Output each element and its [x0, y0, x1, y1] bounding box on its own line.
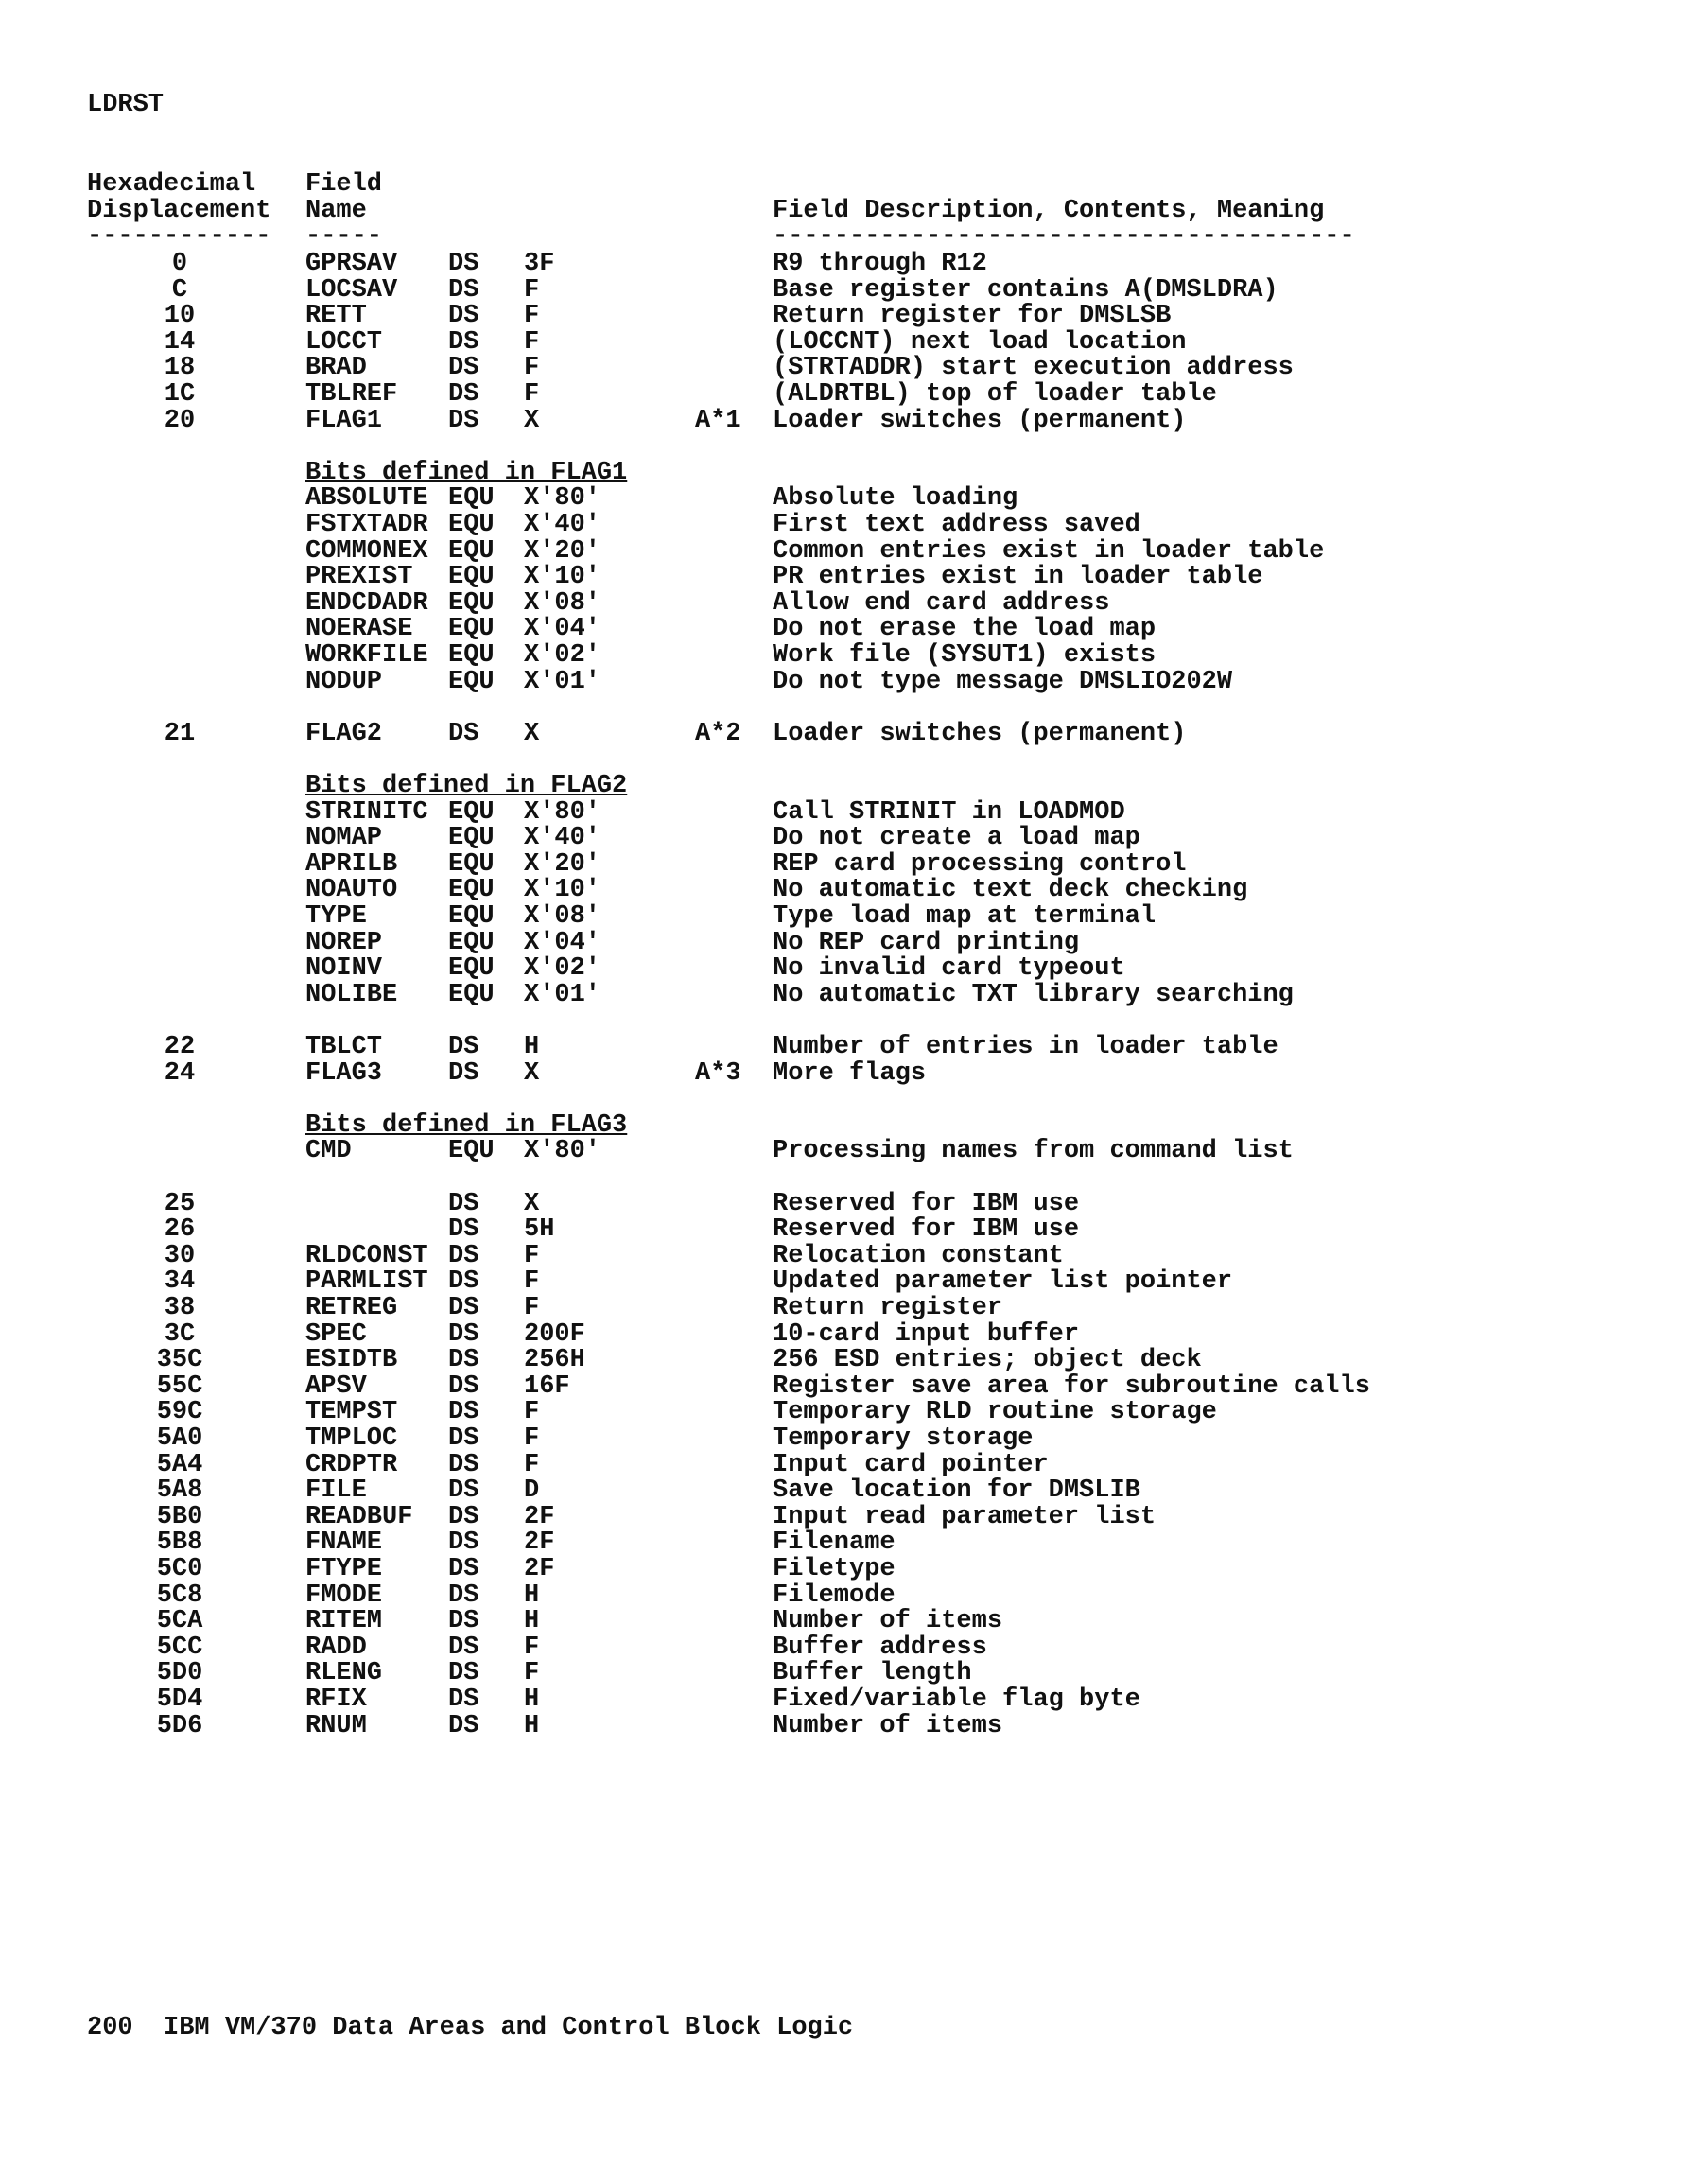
row-displacement: 1C: [164, 380, 196, 409]
row-directive: DS: [448, 1398, 479, 1427]
row-description: Temporary RLD routine storage: [773, 1398, 1217, 1427]
row-description: Reserved for IBM use: [773, 1189, 1080, 1218]
row-field-name: ABSOLUTE: [305, 484, 428, 514]
row-description: Return register: [773, 1294, 1003, 1322]
row-field-name: PREXIST: [305, 563, 413, 592]
row-description: REP card processing control: [773, 849, 1187, 879]
row-displacement: 5CC: [156, 1633, 203, 1662]
row-displacement: 25: [164, 1189, 196, 1218]
row-field-name: NOERASE: [305, 615, 413, 644]
header-displacement-line1: Hexadecimal: [87, 170, 256, 199]
row-directive: DS: [448, 1502, 479, 1531]
row-operand: X'80': [524, 484, 601, 514]
row-description: (LOCCNT) next load location: [773, 327, 1187, 357]
row-displacement: 5B0: [156, 1502, 203, 1531]
row-displacement: 59C: [156, 1398, 203, 1427]
row-displacement: 21: [164, 719, 196, 748]
row-description: Work file (SYSUT1) exists: [773, 641, 1157, 670]
row-description: Number of items: [773, 1607, 1003, 1636]
row-operand: 2F: [524, 1502, 555, 1531]
row-operand: F: [524, 354, 540, 383]
row-description: R9 through R12: [773, 250, 987, 278]
row-field-name: FLAG1: [305, 406, 383, 435]
row-displacement: 55C: [156, 1372, 203, 1401]
row-directive: EQU: [448, 980, 495, 1009]
row-description: Processing names from command list: [773, 1137, 1294, 1166]
row-directive: DS: [448, 406, 479, 435]
row-field-name: SPEC: [305, 1319, 367, 1349]
row-description: More flags: [773, 1058, 927, 1088]
row-displacement: 5CA: [156, 1607, 203, 1636]
running-head: LDRST: [87, 91, 165, 119]
row-description: Filetype: [773, 1555, 896, 1583]
row-field-name: FNAME: [305, 1529, 383, 1558]
row-description: Reserved for IBM use: [773, 1215, 1080, 1245]
row-description: Save location for DMSLIB: [773, 1476, 1140, 1506]
row-operand: 200F: [524, 1319, 585, 1349]
row-directive: DS: [448, 1711, 479, 1740]
row-operand: F: [524, 1659, 540, 1688]
row-directive: EQU: [448, 588, 495, 618]
row-directive: DS: [448, 1686, 479, 1714]
row-operand: X'08': [524, 588, 601, 618]
row-field-name: TBLREF: [305, 380, 398, 409]
row-field-name: CMD: [305, 1137, 352, 1166]
row-field-name: TBLCT: [305, 1033, 383, 1061]
row-displacement: 22: [164, 1033, 196, 1061]
row-directive: DS: [448, 1659, 479, 1688]
row-displacement: 10: [164, 302, 196, 331]
row-directive: DS: [448, 1555, 479, 1583]
row-displacement: 5A0: [156, 1424, 203, 1453]
row-directive: DS: [448, 275, 479, 305]
row-field-name: APRILB: [305, 849, 398, 879]
header-description: Field Description, Contents, Meaning: [773, 197, 1325, 225]
bit-definition-title: Bits defined in FLAG1: [305, 458, 628, 487]
row-field-name: APSV: [305, 1372, 367, 1401]
header-displacement-line2: Displacement: [87, 197, 271, 225]
row-directive: DS: [448, 1581, 479, 1610]
row-operand: D: [524, 1476, 540, 1506]
row-description: Call STRINIT in LOADMOD: [773, 797, 1125, 827]
row-description: First text address saved: [773, 511, 1140, 539]
row-displacement: 30: [164, 1241, 196, 1270]
row-operand: H: [524, 1581, 540, 1610]
row-displacement: 0: [171, 250, 188, 278]
row-field-name: TYPE: [305, 902, 367, 931]
row-field-name: RETREG: [305, 1294, 398, 1322]
row-description: PR entries exist in loader table: [773, 563, 1263, 592]
row-directive: DS: [448, 1450, 479, 1479]
row-description: Do not create a load map: [773, 824, 1140, 853]
row-description: Fixed/variable flag byte: [773, 1686, 1140, 1714]
row-directive: DS: [448, 1241, 479, 1270]
row-directive: EQU: [448, 954, 495, 984]
row-description: (STRTADDR) start execution address: [773, 354, 1294, 383]
row-directive: DS: [448, 719, 479, 748]
row-field-name: NOLIBE: [305, 980, 398, 1009]
row-directive: DS: [448, 1294, 479, 1322]
row-field-name: RADD: [305, 1633, 367, 1662]
row-field-name: ESIDTB: [305, 1346, 398, 1375]
row-description: Do not erase the load map: [773, 615, 1157, 644]
row-directive: EQU: [448, 641, 495, 670]
row-displacement: 5A4: [156, 1450, 203, 1479]
row-operand: X'40': [524, 824, 601, 853]
row-field-name: FLAG3: [305, 1058, 383, 1088]
row-displacement: 35C: [156, 1346, 203, 1375]
row-field-name: BRAD: [305, 354, 367, 383]
bit-definition-title: Bits defined in FLAG3: [305, 1110, 628, 1140]
row-operand: F: [524, 1398, 540, 1427]
row-directive: DS: [448, 1033, 479, 1061]
row-description: Common entries exist in loader table: [773, 536, 1325, 566]
row-description: Base register contains A(DMSLDRA): [773, 275, 1278, 305]
row-field-name: RFIX: [305, 1686, 367, 1714]
row-displacement: 5B8: [156, 1529, 203, 1558]
row-displacement: 5D4: [156, 1686, 203, 1714]
row-note: A*2: [695, 719, 741, 748]
row-field-name: TMPLOC: [305, 1424, 398, 1453]
row-directive: DS: [448, 1424, 479, 1453]
row-field-name: RLDCONST: [305, 1241, 428, 1270]
row-operand: F: [524, 1450, 540, 1479]
row-displacement: 38: [164, 1294, 196, 1322]
row-directive: DS: [448, 1346, 479, 1375]
row-description: 256 ESD entries; object deck: [773, 1346, 1202, 1375]
row-operand: 5H: [524, 1215, 555, 1245]
row-operand: F: [524, 1633, 540, 1662]
row-description: Do not type message DMSLIO202W: [773, 667, 1233, 696]
row-description: Input read parameter list: [773, 1502, 1157, 1531]
row-directive: DS: [448, 1529, 479, 1558]
row-field-name: LOCCT: [305, 327, 383, 357]
row-description: Register save area for subroutine calls: [773, 1372, 1370, 1401]
row-operand: F: [524, 302, 540, 331]
row-operand: F: [524, 380, 540, 409]
row-description: Absolute loading: [773, 484, 1018, 514]
row-directive: EQU: [448, 615, 495, 644]
row-directive: DS: [448, 1058, 479, 1088]
row-operand: X'10': [524, 876, 601, 905]
row-note: A*1: [695, 406, 741, 435]
row-directive: EQU: [448, 536, 495, 566]
row-field-name: NOREP: [305, 928, 383, 957]
row-operand: 16F: [524, 1372, 570, 1401]
row-description: Input card pointer: [773, 1450, 1049, 1479]
row-displacement: 20: [164, 406, 196, 435]
row-operand: F: [524, 327, 540, 357]
row-operand: 2F: [524, 1555, 555, 1583]
row-field-name: READBUF: [305, 1502, 413, 1531]
row-operand: X'10': [524, 563, 601, 592]
row-field-name: RETT: [305, 302, 367, 331]
row-operand: 2F: [524, 1529, 555, 1558]
row-operand: X: [524, 719, 540, 748]
row-field-name: RNUM: [305, 1711, 367, 1740]
bit-definition-title: Bits defined in FLAG2: [305, 772, 628, 800]
row-description: Loader switches (permanent): [773, 406, 1187, 435]
row-field-name: FTYPE: [305, 1555, 383, 1583]
row-field-name: NOAUTO: [305, 876, 398, 905]
row-description: Buffer length: [773, 1659, 972, 1688]
row-directive: EQU: [448, 849, 495, 879]
row-description: No automatic text deck checking: [773, 876, 1248, 905]
row-directive: DS: [448, 1215, 479, 1245]
row-description: Updated parameter list pointer: [773, 1267, 1233, 1297]
row-description: Temporary storage: [773, 1424, 1034, 1453]
row-field-name: WORKFILE: [305, 641, 428, 670]
row-description: Filename: [773, 1529, 896, 1558]
row-operand: H: [524, 1607, 540, 1636]
row-field-name: TEMPST: [305, 1398, 398, 1427]
row-operand: X: [524, 1189, 540, 1218]
row-operand: X: [524, 1058, 540, 1088]
row-directive: DS: [448, 1267, 479, 1297]
row-operand: X'02': [524, 954, 601, 984]
row-description: No invalid card typeout: [773, 954, 1125, 984]
row-displacement: 5C0: [156, 1555, 203, 1583]
row-directive: EQU: [448, 667, 495, 696]
row-field-name: FSTXTADR: [305, 511, 428, 539]
row-field-name: RITEM: [305, 1607, 383, 1636]
header-fieldname-line1: Field: [305, 170, 383, 199]
row-field-name: FMODE: [305, 1581, 383, 1610]
row-operand: X'02': [524, 641, 601, 670]
row-description: 10-card input buffer: [773, 1319, 1080, 1349]
row-displacement: 5C8: [156, 1581, 203, 1610]
row-operand: F: [524, 1241, 540, 1270]
row-field-name: NOMAP: [305, 824, 383, 853]
row-displacement: 3C: [164, 1319, 196, 1349]
row-operand: 3F: [524, 250, 555, 278]
row-field-name: RLENG: [305, 1659, 383, 1688]
row-directive: EQU: [448, 876, 495, 905]
row-operand: X'20': [524, 849, 601, 879]
row-operand: H: [524, 1686, 540, 1714]
row-displacement: 24: [164, 1058, 196, 1088]
row-description: (ALDRTBL) top of loader table: [773, 380, 1217, 409]
row-description: Allow end card address: [773, 588, 1110, 618]
row-description: Loader switches (permanent): [773, 719, 1187, 748]
row-operand: X'20': [524, 536, 601, 566]
row-field-name: FILE: [305, 1476, 367, 1506]
row-operand: 256H: [524, 1346, 585, 1375]
row-field-name: NOINV: [305, 954, 383, 984]
row-operand: X'80': [524, 1137, 601, 1166]
row-operand: X'08': [524, 902, 601, 931]
row-directive: DS: [448, 250, 479, 278]
row-displacement: 5D6: [156, 1711, 203, 1740]
row-field-name: ENDCDADR: [305, 588, 428, 618]
row-field-name: GPRSAV: [305, 250, 398, 278]
row-operand: H: [524, 1033, 540, 1061]
row-displacement: 18: [164, 354, 196, 383]
row-operand: H: [524, 1711, 540, 1740]
header-fieldname-line2: Name: [305, 197, 367, 225]
row-operand: X'01': [524, 980, 601, 1009]
row-description: Filemode: [773, 1581, 896, 1610]
row-note: A*3: [695, 1058, 741, 1088]
row-directive: DS: [448, 1633, 479, 1662]
row-directive: DS: [448, 1372, 479, 1401]
row-directive: EQU: [448, 511, 495, 539]
row-field-name: NODUP: [305, 667, 383, 696]
row-directive: DS: [448, 354, 479, 383]
row-directive: EQU: [448, 824, 495, 853]
row-operand: X'01': [524, 667, 601, 696]
page-footer: 200 IBM VM/370 Data Areas and Control Block Logic: [87, 2014, 854, 2042]
header-rule-name: -----: [305, 222, 383, 251]
row-operand: X'80': [524, 797, 601, 827]
row-operand: F: [524, 1267, 540, 1297]
row-field-name: COMMONEX: [305, 536, 428, 566]
row-operand: X: [524, 406, 540, 435]
row-field-name: PARMLIST: [305, 1267, 428, 1297]
row-directive: DS: [448, 1189, 479, 1218]
row-description: No REP card printing: [773, 928, 1080, 957]
row-displacement: 5D0: [156, 1659, 203, 1688]
row-displacement: 26: [164, 1215, 196, 1245]
header-rule-displacement: ------------: [87, 222, 271, 251]
row-directive: DS: [448, 1607, 479, 1636]
row-field-name: LOCSAV: [305, 275, 398, 305]
row-directive: DS: [448, 1476, 479, 1506]
row-description: Buffer address: [773, 1633, 987, 1662]
row-description: Return register for DMSLSB: [773, 302, 1172, 331]
row-directive: DS: [448, 327, 479, 357]
row-description: Number of items: [773, 1711, 1003, 1740]
row-directive: DS: [448, 302, 479, 331]
row-displacement: C: [171, 275, 188, 305]
row-operand: F: [524, 1424, 540, 1453]
row-operand: F: [524, 275, 540, 305]
row-description: Type load map at terminal: [773, 902, 1157, 931]
row-description: Relocation constant: [773, 1241, 1064, 1270]
row-field-name: FLAG2: [305, 719, 383, 748]
row-directive: EQU: [448, 1137, 495, 1166]
row-field-name: CRDPTR: [305, 1450, 398, 1479]
row-directive: EQU: [448, 484, 495, 514]
row-directive: EQU: [448, 563, 495, 592]
row-description: Number of entries in loader table: [773, 1033, 1278, 1061]
row-operand: F: [524, 1294, 540, 1322]
row-operand: X'40': [524, 511, 601, 539]
header-rule-description: --------------------------------------: [773, 222, 1355, 251]
row-displacement: 34: [164, 1267, 196, 1297]
row-directive: EQU: [448, 797, 495, 827]
row-operand: X'04': [524, 615, 601, 644]
row-directive: DS: [448, 380, 479, 409]
row-description: No automatic TXT library searching: [773, 980, 1294, 1009]
row-directive: EQU: [448, 928, 495, 957]
row-directive: EQU: [448, 902, 495, 931]
row-displacement: 5A8: [156, 1476, 203, 1506]
row-directive: DS: [448, 1319, 479, 1349]
row-operand: X'04': [524, 928, 601, 957]
row-displacement: 14: [164, 327, 196, 357]
row-field-name: STRINITC: [305, 797, 428, 827]
